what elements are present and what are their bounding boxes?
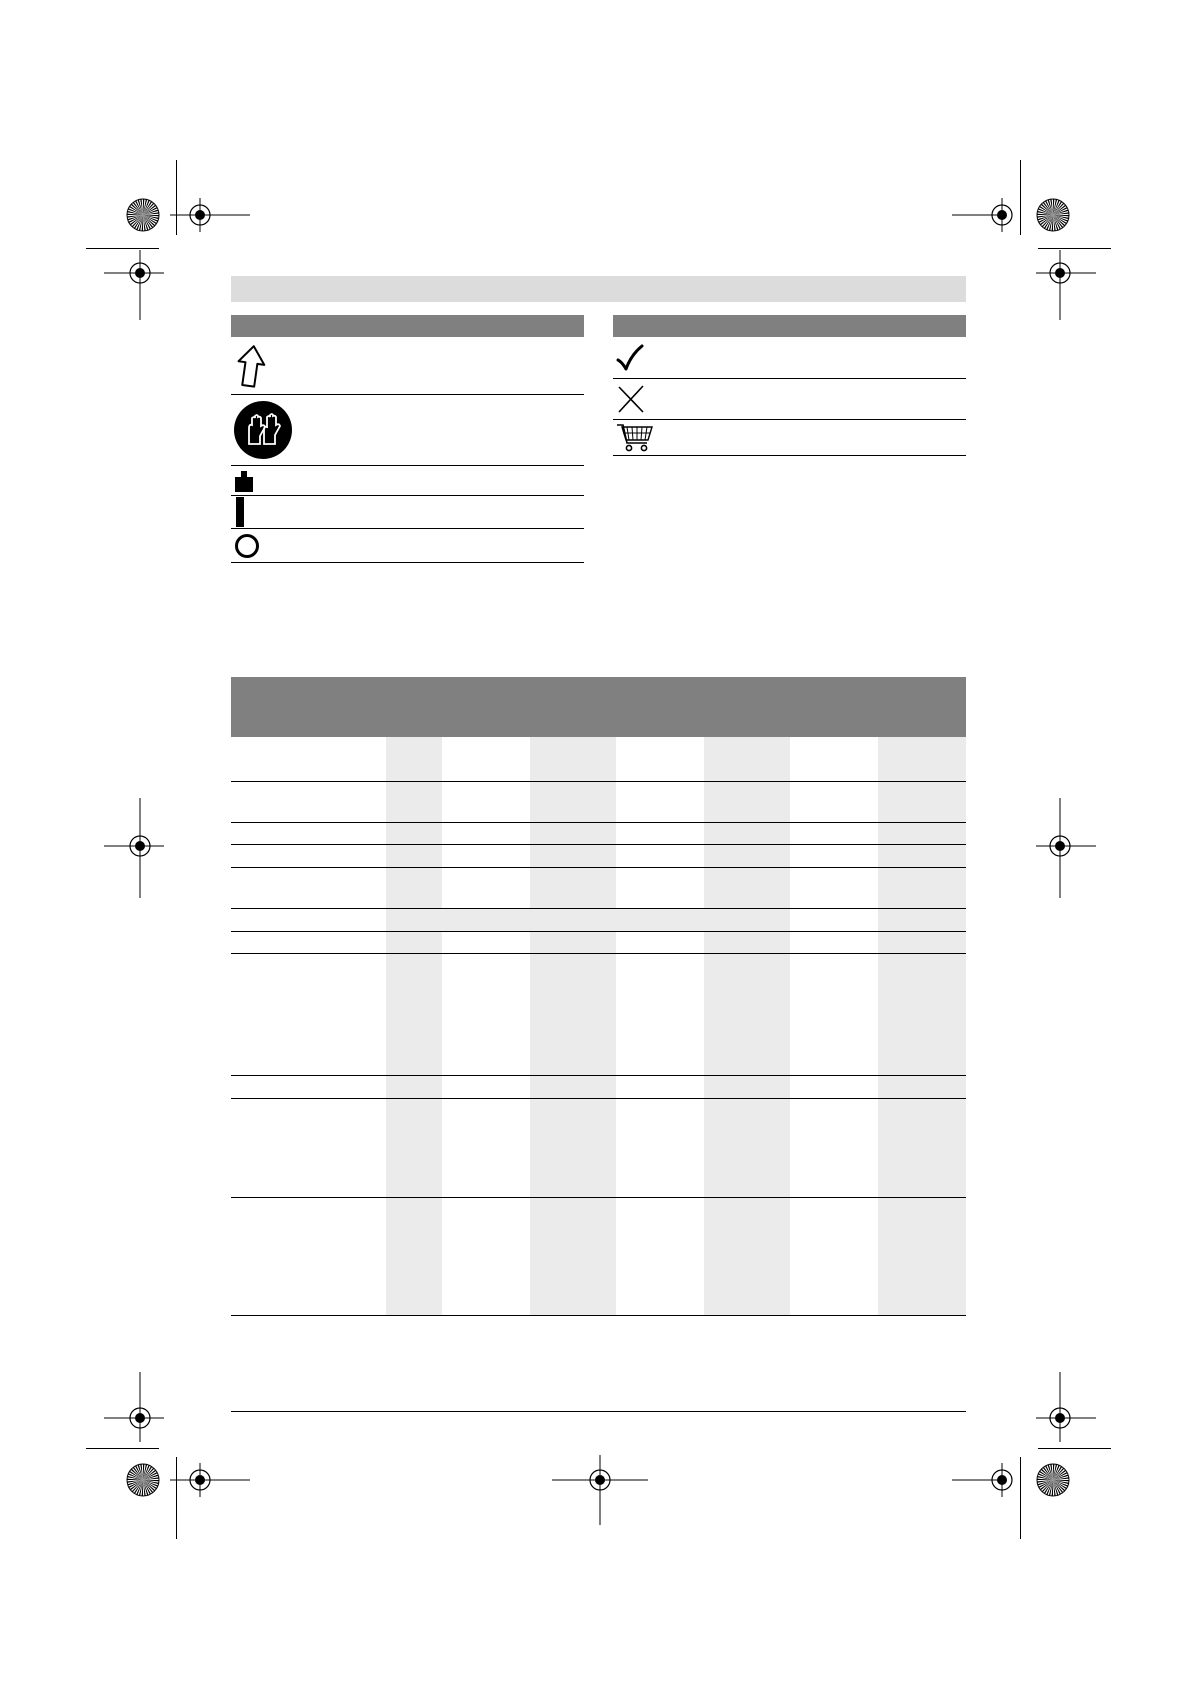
table-row: [231, 1099, 966, 1198]
legend-row: [231, 337, 584, 395]
registration-crosshair-icon: [1036, 250, 1096, 320]
table-header: [231, 677, 966, 737]
arrow-up-outline-icon: [233, 343, 267, 389]
registration-starburst-icon: [1036, 198, 1070, 232]
registration-crosshair-icon: [104, 250, 164, 320]
registration-crosshair-icon: [1036, 798, 1096, 898]
table-row: [231, 868, 966, 909]
crop-line: [86, 248, 159, 249]
table-row: [231, 909, 966, 932]
checkmark-icon: [615, 343, 645, 373]
registration-crosshair-icon: [104, 1372, 164, 1442]
registration-crosshair-icon: [104, 798, 164, 898]
table-row: [231, 737, 966, 782]
legend-row: [613, 337, 966, 379]
crop-line: [1038, 248, 1111, 249]
table-row: [231, 932, 966, 954]
protective-gloves-icon: [233, 400, 293, 460]
battery-bar-icon: [233, 496, 247, 528]
cross-icon: [615, 383, 647, 415]
registration-crosshair-icon: [1036, 1372, 1096, 1442]
table-row: [231, 845, 966, 868]
registration-starburst-icon: [1036, 1463, 1070, 1497]
legend-row: [613, 379, 966, 420]
registration-crosshair-icon: [552, 1455, 648, 1525]
footer-rule: [231, 1411, 966, 1412]
technical-data-table: [231, 677, 966, 1316]
legend-row: [231, 466, 584, 496]
table-body: [231, 737, 966, 1316]
legend-row: [231, 395, 584, 466]
weight-icon: [233, 469, 255, 493]
legend-header: [613, 315, 966, 337]
registration-starburst-icon: [126, 1463, 160, 1497]
crop-line: [86, 1448, 159, 1449]
ring-icon: [233, 532, 261, 560]
table-row: [231, 823, 966, 845]
registration-crosshair-icon: [170, 190, 250, 240]
registration-crosshair-icon: [170, 1455, 250, 1505]
registration-starburst-icon: [126, 198, 160, 232]
merged-cell: [386, 909, 786, 931]
legend-row: [231, 496, 584, 529]
legend-header: [231, 315, 584, 337]
registration-crosshair-icon: [952, 190, 1032, 240]
page-header-band: [231, 276, 966, 302]
table-row: [231, 1076, 966, 1099]
crop-line: [1038, 1448, 1111, 1449]
legend-row: [613, 420, 966, 456]
table-row: [231, 1198, 966, 1316]
registration-crosshair-icon: [952, 1455, 1032, 1505]
symbol-legend-left: [231, 315, 584, 563]
table-row: [231, 782, 966, 823]
shopping-cart-icon: [615, 422, 655, 454]
table-row: [231, 954, 966, 1076]
legend-row: [231, 529, 584, 563]
symbol-legend-right: [613, 315, 966, 456]
